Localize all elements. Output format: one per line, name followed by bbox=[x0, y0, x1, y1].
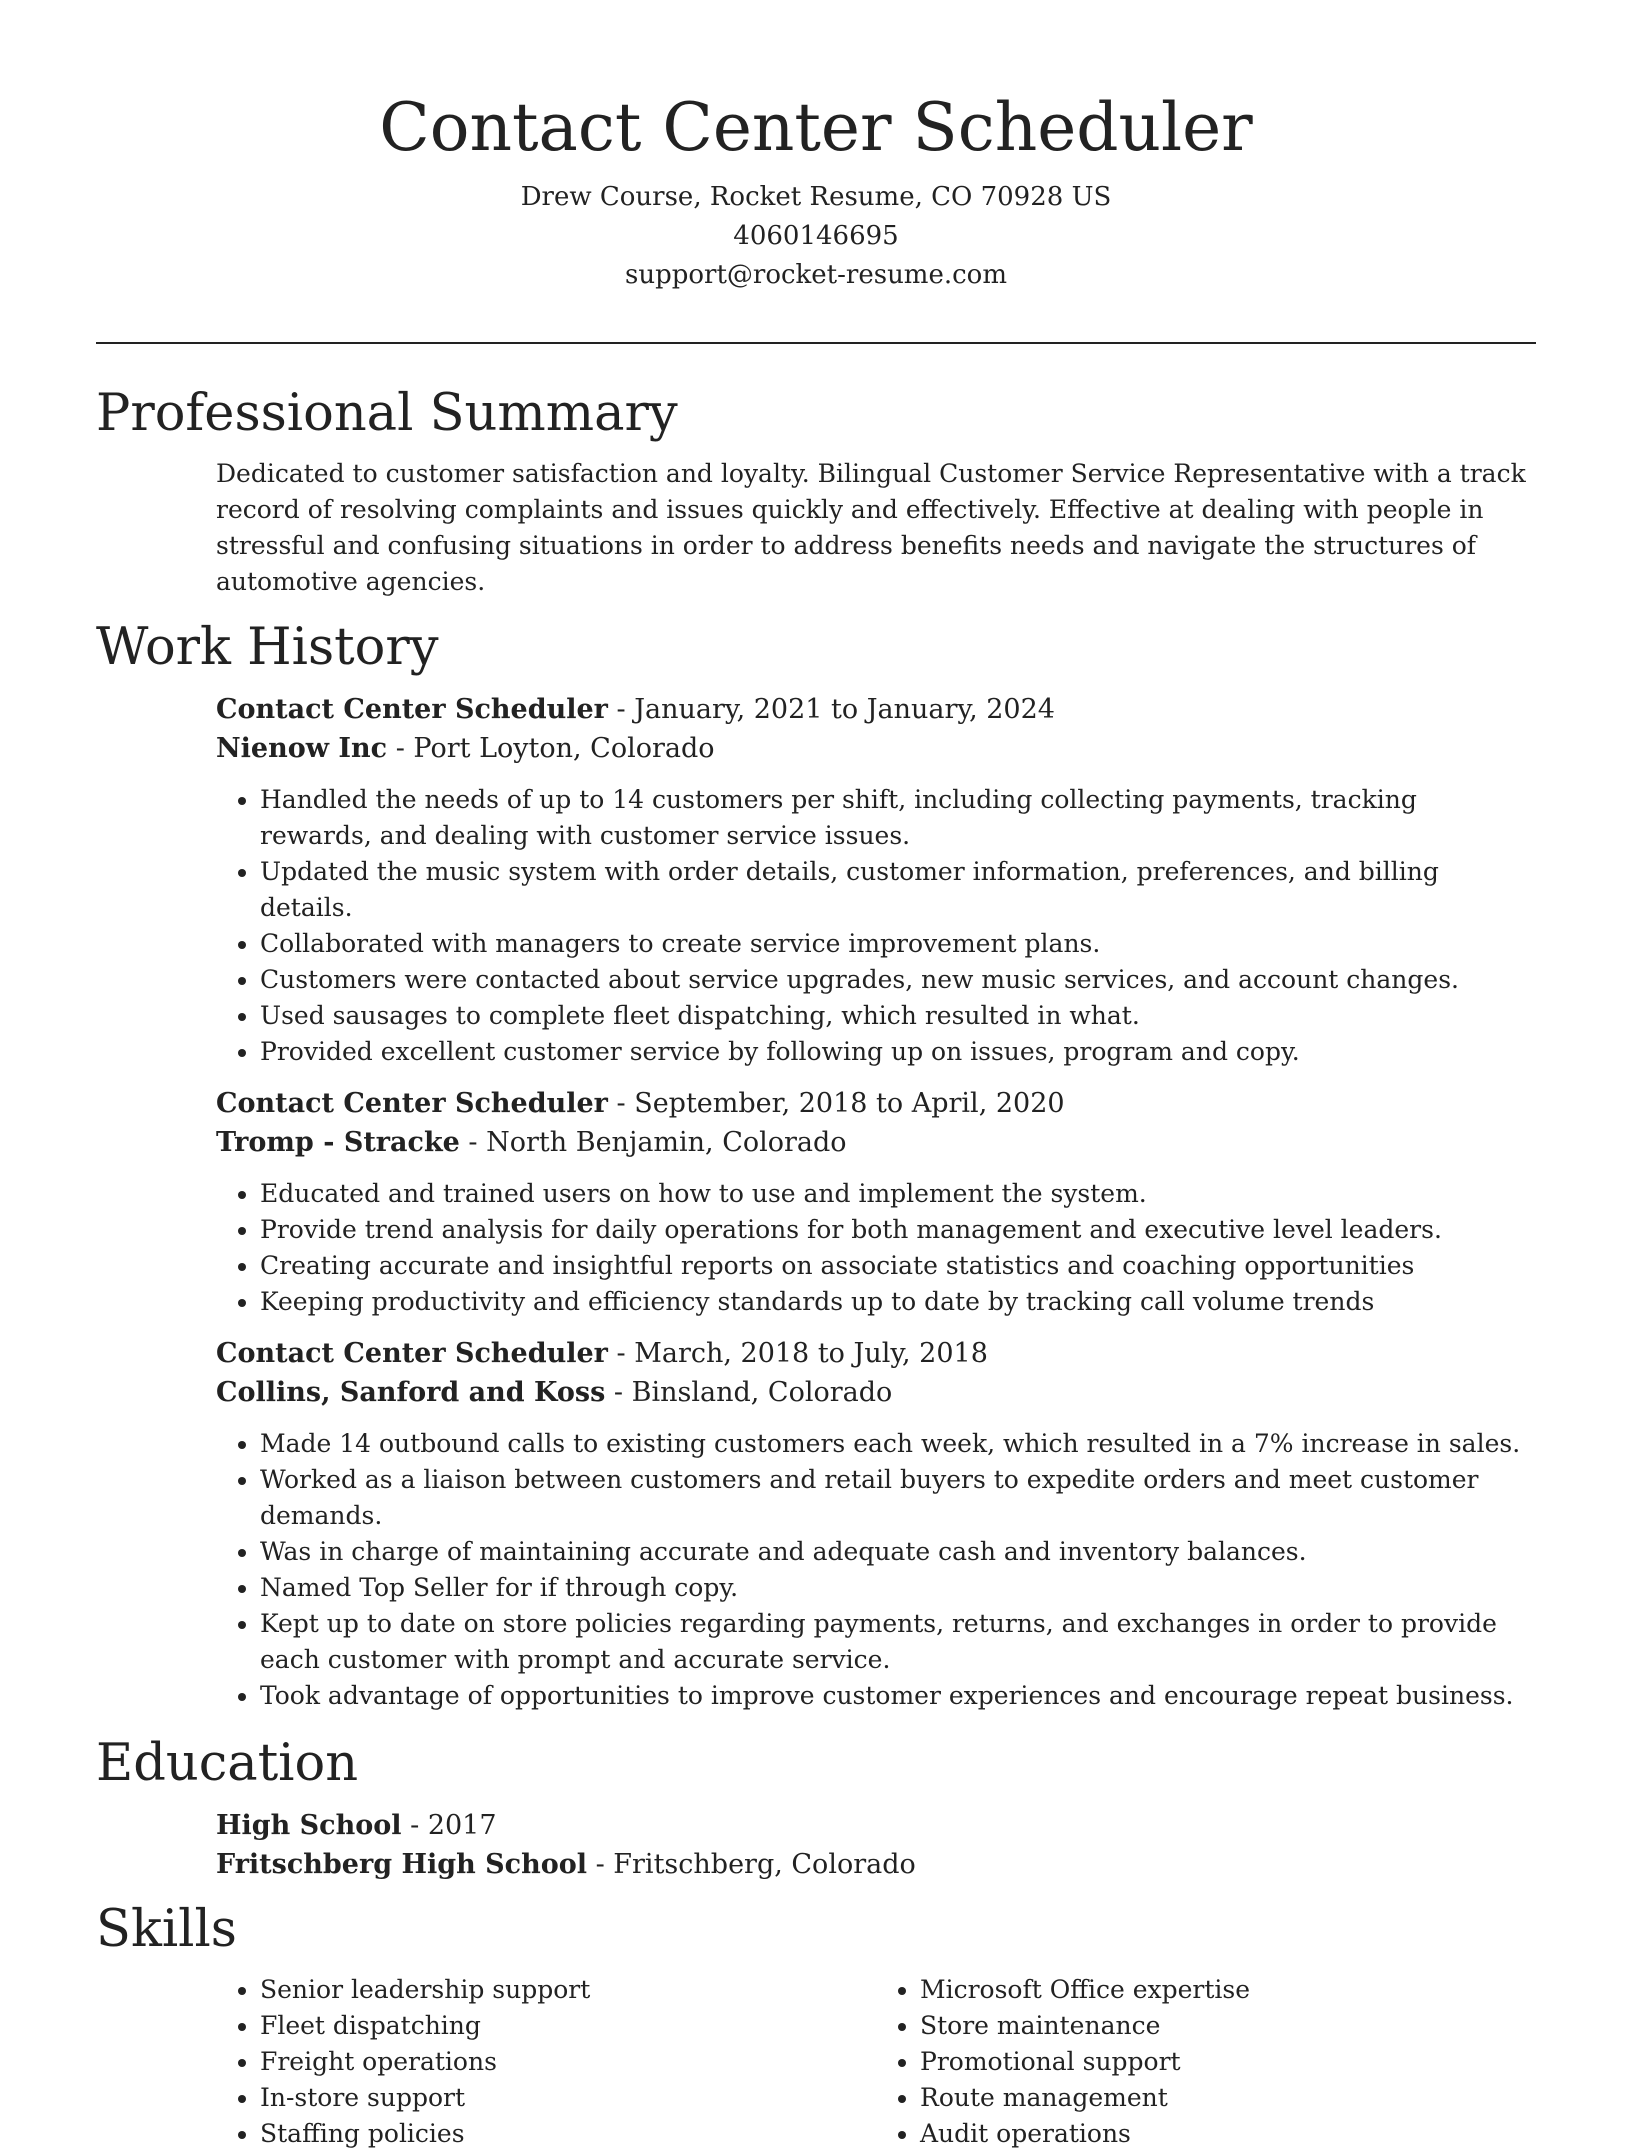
contact-email: support@rocket-resume.com bbox=[624, 260, 1007, 290]
job-bullets bbox=[216, 1176, 1536, 1320]
list-item: • Worked as a liaison between customers and retail buyers to expedite orders and meet customer demands. bbox=[260, 1462, 1536, 1534]
education-location: - Fritschberg, Colorado bbox=[587, 1849, 916, 1880]
education-school-line bbox=[216, 1845, 1536, 1884]
list-item: • Educated and trained users on how to use and implement the system. bbox=[260, 1176, 1536, 1212]
education-degree-line bbox=[216, 1806, 1536, 1845]
education-year: - 2017 bbox=[401, 1810, 497, 1841]
skills-heading: Skills bbox=[96, 1900, 237, 1959]
education-heading: Education bbox=[96, 1734, 359, 1793]
list-item: • In-store support bbox=[260, 2080, 876, 2116]
skills-list-left bbox=[216, 1972, 876, 2152]
summary-text: Dedicated to customer satisfaction and loyalty. Bilingual Customer Service Representative with a track record of resolving complaints and issues quickly and effectively. Effective at dealing with people in stressful and confusing situations in order to address benefits needs and navigate the structures of automotive agencies. bbox=[216, 459, 1526, 596]
job-bullets bbox=[216, 782, 1536, 1070]
list-item: • Route management bbox=[920, 2080, 1536, 2116]
job-title-line bbox=[216, 690, 1536, 729]
list-item: • Audit operations bbox=[920, 2116, 1536, 2152]
job-company: Nienow Inc bbox=[216, 733, 388, 764]
list-item: • Used sausages to complete fleet dispatching, which resulted in what. bbox=[260, 998, 1536, 1034]
job-location: - Port Loyton, Colorado bbox=[387, 733, 715, 764]
list-item: • Senior leadership support bbox=[260, 1972, 876, 2008]
list-item: • Promotional support bbox=[920, 2044, 1536, 2080]
job-title-line bbox=[216, 1334, 1536, 1373]
list-item: • Freight operations bbox=[260, 2044, 876, 2080]
job-location: - Binsland, Colorado bbox=[605, 1377, 893, 1408]
job-company-line bbox=[216, 1123, 1536, 1162]
list-item: • Provided excellent customer service by following up on issues, program and copy. bbox=[260, 1034, 1536, 1070]
job-entry bbox=[216, 690, 1536, 1070]
list-item: • Microsoft Office expertise bbox=[920, 1972, 1536, 2008]
job-title-line bbox=[216, 1084, 1536, 1123]
work-history-heading: Work History bbox=[96, 618, 439, 677]
job-role: Contact Center Scheduler bbox=[216, 1088, 608, 1119]
contact-info bbox=[0, 178, 1632, 295]
job-role: Contact Center Scheduler bbox=[216, 694, 608, 725]
job-entry bbox=[216, 1084, 1536, 1320]
job-dates: - March, 2018 to July, 2018 bbox=[607, 1338, 988, 1369]
job-company: Collins, Sanford and Koss bbox=[216, 1377, 606, 1408]
list-item: • Customers were contacted about service upgrades, new music services, and account changes. bbox=[260, 962, 1536, 998]
job-dates: - January, 2021 to January, 2024 bbox=[607, 694, 1055, 725]
contact-address: Drew Course, Rocket Resume, CO 70928 US bbox=[520, 182, 1112, 212]
job-company: Tromp - Stracke bbox=[216, 1127, 460, 1158]
job-company-line bbox=[216, 729, 1536, 768]
header-divider bbox=[96, 342, 1536, 344]
list-item: • Provide trend analysis for daily operations for both management and executive level leaders. bbox=[260, 1212, 1536, 1248]
education-degree: High School bbox=[216, 1810, 402, 1841]
list-item: • Kept up to date on store policies regarding payments, returns, and exchanges in order to provide each customer with prompt and accurate service. bbox=[260, 1606, 1536, 1678]
skills-list-right bbox=[876, 1972, 1536, 2152]
summary-heading: Professional Summary bbox=[96, 384, 678, 443]
job-dates: - September, 2018 to April, 2020 bbox=[607, 1088, 1065, 1119]
job-company-line bbox=[216, 1373, 1536, 1412]
resume-header bbox=[0, 0, 1632, 295]
summary-section bbox=[216, 456, 1536, 600]
list-item: • Was in charge of maintaining accurate and adequate cash and inventory balances. bbox=[260, 1534, 1536, 1570]
list-item: • Keeping productivity and efficiency standards up to date by tracking call volume trends bbox=[260, 1284, 1536, 1320]
list-item: • Handled the needs of up to 14 customers per shift, including collecting payments, tracking rewards, and dealing with customer service issues. bbox=[260, 782, 1536, 854]
education-section bbox=[216, 1806, 1536, 1884]
job-role: Contact Center Scheduler bbox=[216, 1338, 608, 1369]
education-school: Fritschberg High School bbox=[216, 1849, 587, 1880]
list-item: • Store maintenance bbox=[920, 2008, 1536, 2044]
page-title: Contact Center Scheduler bbox=[379, 89, 1253, 166]
skills-section bbox=[216, 1966, 1536, 2152]
job-location: - North Benjamin, Colorado bbox=[459, 1127, 847, 1158]
list-item: • Collaborated with managers to create service improvement plans. bbox=[260, 926, 1536, 962]
resume-content bbox=[96, 378, 1536, 2152]
skills-columns bbox=[216, 1966, 1536, 2152]
contact-phone: 4060146695 bbox=[733, 221, 899, 251]
list-item: • Creating accurate and insightful reports on associate statistics and coaching opportunities bbox=[260, 1248, 1536, 1284]
job-bullets bbox=[216, 1426, 1536, 1714]
list-item: • Fleet dispatching bbox=[260, 2008, 876, 2044]
list-item: • Named Top Seller for if through copy. bbox=[260, 1570, 1536, 1606]
list-item: • Staffing policies bbox=[260, 2116, 876, 2152]
list-item: • Took advantage of opportunities to improve customer experiences and encourage repeat business. bbox=[260, 1678, 1536, 1714]
list-item: • Made 14 outbound calls to existing customers each week, which resulted in a 7% increase in sales. bbox=[260, 1426, 1536, 1462]
list-item: • Updated the music system with order details, customer information, preferences, and billing details. bbox=[260, 854, 1536, 926]
job-entry bbox=[216, 1334, 1536, 1714]
work-history-section bbox=[216, 690, 1536, 1714]
